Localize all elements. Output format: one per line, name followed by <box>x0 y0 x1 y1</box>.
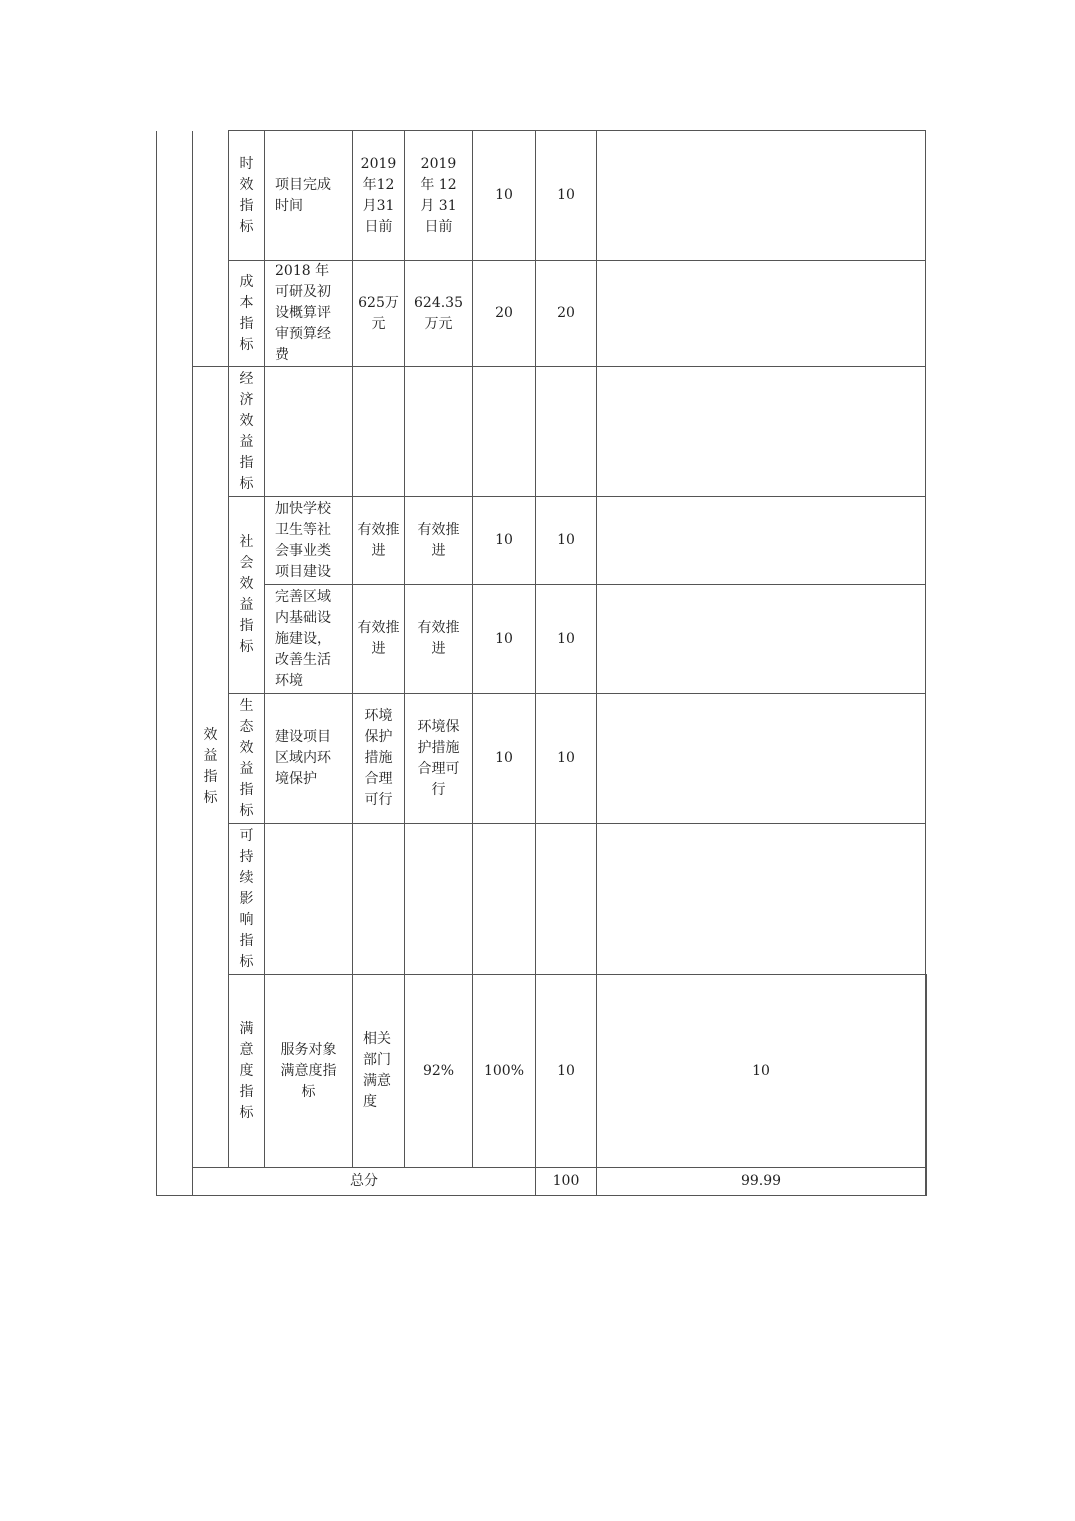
category-cell: 成本指标 <box>229 261 265 367</box>
table-row <box>157 261 927 367</box>
target-cell: 625万元 <box>353 261 405 367</box>
actual-cell: 有效推进 <box>405 585 473 694</box>
weight-cell: 10 <box>473 131 536 261</box>
output-group-cell <box>193 131 229 367</box>
weight-cell: 10 <box>473 497 536 585</box>
category-cell: 可持续影响指标 <box>229 824 265 975</box>
target-cell: 环境保护措施合理可行 <box>353 694 405 824</box>
indicator-cell: 加快学校卫生等社会事业类项目建设 <box>265 497 353 585</box>
target-cell: 有效推进 <box>353 585 405 694</box>
category-cell: 时效指标 <box>229 131 265 261</box>
group-cell-benefit: 效益指标 <box>193 367 229 1168</box>
score-cell: 10 <box>597 975 926 1168</box>
note-cell <box>597 694 926 824</box>
weight-cell: 10 <box>473 585 536 694</box>
target-cell <box>353 367 405 497</box>
score-cell: 20 <box>536 261 597 367</box>
target-cell: 2019年12月31日前 <box>353 131 405 261</box>
actual-cell: 2019年 12月 31日前 <box>405 131 473 261</box>
score-cell: 10 <box>536 497 597 585</box>
table-row <box>157 975 927 1168</box>
score-cell <box>536 367 597 497</box>
actual-cell: 环境保护措施合理可行 <box>405 694 473 824</box>
score-cell: 10 <box>536 131 597 261</box>
actual-cell <box>405 367 473 497</box>
performance-indicator-table <box>156 130 927 1196</box>
actual-cell: 有效推进 <box>405 497 473 585</box>
target-cell: 有效推进 <box>353 497 405 585</box>
indicator-cell: 相关部门满意度 <box>353 975 405 1168</box>
weight-cell: 20 <box>473 261 536 367</box>
target-cell <box>353 824 405 975</box>
indicator-cell: 完善区域内基础设施建设，改善生活环境 <box>265 585 353 694</box>
actual-cell: 100% <box>473 975 536 1168</box>
score-cell <box>536 824 597 975</box>
table-row <box>157 131 927 261</box>
score-cell: 10 <box>536 694 597 824</box>
category-cell: 经济效益指标 <box>229 367 265 497</box>
note-cell <box>926 1168 927 1196</box>
indicator-cell <box>265 367 353 497</box>
category-cell: 生态效益指标 <box>229 694 265 824</box>
note-cell <box>597 131 926 261</box>
category-cell: 社会效益指标 <box>229 497 265 694</box>
total-row <box>157 1168 927 1196</box>
indicator-cell: 项目完成时间 <box>265 131 353 261</box>
note-cell <box>597 824 926 975</box>
actual-cell <box>405 824 473 975</box>
indicator-cell: 建设项目区域内环境保护 <box>265 694 353 824</box>
table-row <box>157 367 927 497</box>
note-cell <box>926 975 927 1168</box>
note-cell <box>597 261 926 367</box>
outer-spacer-cell <box>157 131 193 1196</box>
weight-cell <box>473 824 536 975</box>
total-score: 99.99 <box>597 1168 926 1196</box>
category-cell: 服务对象满意度指标 <box>265 975 353 1168</box>
note-cell <box>597 497 926 585</box>
score-cell: 10 <box>536 585 597 694</box>
weight-cell <box>473 367 536 497</box>
indicator-cell <box>265 824 353 975</box>
total-label: 总分 <box>193 1168 536 1196</box>
table-row <box>157 824 927 975</box>
total-weight: 100 <box>536 1168 597 1196</box>
target-cell: 92% <box>405 975 473 1168</box>
actual-cell: 624.35万元 <box>405 261 473 367</box>
group-cell-satisfaction: 满意度指标 <box>229 975 265 1168</box>
note-cell <box>597 585 926 694</box>
weight-cell: 10 <box>473 694 536 824</box>
table-row <box>157 585 927 694</box>
indicator-cell: 2018 年可研及初设概算评审预算经费 <box>265 261 353 367</box>
table-row <box>157 497 927 585</box>
weight-cell: 10 <box>536 975 597 1168</box>
note-cell <box>597 367 926 497</box>
table-row <box>157 694 927 824</box>
